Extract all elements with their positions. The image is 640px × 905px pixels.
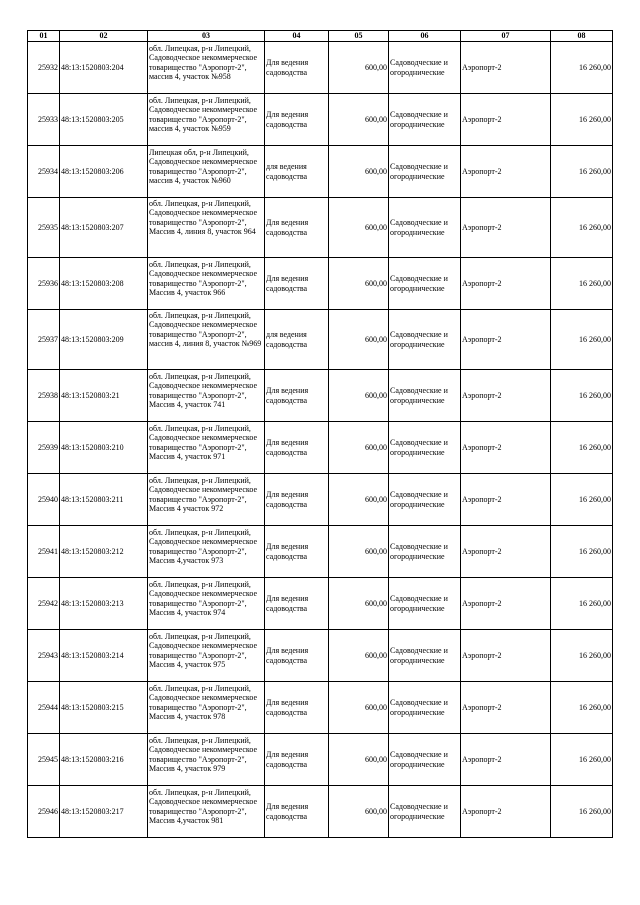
cell-cadastral-value: 16 260,00: [551, 734, 613, 786]
cell-land-category: Садоводческие и огороднические: [389, 526, 461, 578]
table-row: [28, 474, 613, 526]
col-header-06: 06: [389, 31, 461, 42]
registry-table: [27, 30, 613, 838]
cell-land-category: Садоводческие и огороднические: [389, 734, 461, 786]
cell-land-category: Садоводческие и огороднические: [389, 370, 461, 422]
cell-address: [148, 682, 265, 734]
cell-cadastral-number: 48:13:1520803:213: [60, 578, 148, 630]
cell-cadastral-number: 48:13:1520803:212: [60, 526, 148, 578]
cell-row-id: 25938: [28, 370, 60, 422]
cell-land-category: Садоводческие и огороднические: [389, 682, 461, 734]
cell-land-category: Садоводческие и огороднические: [389, 146, 461, 198]
cell-cadastral-number: 48:13:1520803:214: [60, 630, 148, 682]
address-text: Липецкая обл, р-н Липецкий, Садоводческое некоммерческое товарищество "Аэропорт-2", массив 4, участок №960: [149, 147, 258, 186]
cell-permitted-use: Для ведения садоводства: [265, 42, 329, 94]
address-text: обл. Липецкая, р-н Липецкий, Садоводческое некоммерческое товарищество "Аэропорт-2", Массив 4, участок 741: [149, 371, 258, 410]
cell-locality: Аэропорт-2: [461, 370, 551, 422]
cell-cadastral-value: 16 260,00: [551, 146, 613, 198]
cell-cadastral-value: 16 260,00: [551, 198, 613, 258]
cell-area: 600,00: [329, 310, 389, 370]
cell-cadastral-number: 48:13:1520803:208: [60, 258, 148, 310]
cell-land-category: Садоводческие и огороднические: [389, 474, 461, 526]
cell-address: [148, 258, 265, 310]
table-row: [28, 198, 613, 258]
cell-land-category: Садоводческие и огороднические: [389, 630, 461, 682]
table-body: [28, 42, 613, 838]
cell-row-id: 25942: [28, 578, 60, 630]
cell-cadastral-number: 48:13:1520803:216: [60, 734, 148, 786]
cell-locality: Аэропорт-2: [461, 734, 551, 786]
cell-area: 600,00: [329, 578, 389, 630]
table-row: [28, 258, 613, 310]
cell-address: [148, 94, 265, 146]
cell-area: 600,00: [329, 258, 389, 310]
cell-cadastral-value: 16 260,00: [551, 578, 613, 630]
cell-cadastral-value: 16 260,00: [551, 630, 613, 682]
cell-locality: Аэропорт-2: [461, 578, 551, 630]
cell-address: [148, 734, 265, 786]
cell-address: [148, 526, 265, 578]
cell-row-id: 25941: [28, 526, 60, 578]
cell-address: [148, 42, 265, 94]
cell-cadastral-number: 48:13:1520803:209: [60, 310, 148, 370]
cell-cadastral-value: 16 260,00: [551, 42, 613, 94]
cell-land-category: Садоводческие и огороднические: [389, 310, 461, 370]
cell-permitted-use: Для ведения садоводства: [265, 94, 329, 146]
cell-area: 600,00: [329, 422, 389, 474]
cell-cadastral-number: 48:13:1520803:215: [60, 682, 148, 734]
table-row: [28, 578, 613, 630]
cell-address: [148, 198, 265, 258]
cell-locality: Аэропорт-2: [461, 258, 551, 310]
col-header-07: 07: [461, 31, 551, 42]
address-text: обл. Липецкая, р-н Липецкий, Садоводческое некоммерческое товарищество "Аэропорт-2", Массив 4, участок 978: [149, 683, 258, 722]
cell-permitted-use: Для ведения садоводства: [265, 526, 329, 578]
address-text: обл. Липецкая, р-н Липецкий, Садоводческое некоммерческое товарищество "Аэропорт-2", массив 4, участок №958: [149, 43, 258, 82]
table-row: [28, 682, 613, 734]
table-row: [28, 94, 613, 146]
table-row: [28, 526, 613, 578]
cell-area: 600,00: [329, 734, 389, 786]
cell-cadastral-number: 48:13:1520803:204: [60, 42, 148, 94]
address-text: обл. Липецкая, р-н Липецкий, Садоводческое некоммерческое товарищество "Аэропорт-2", Массив 4, участок 975: [149, 631, 258, 670]
cell-locality: Аэропорт-2: [461, 682, 551, 734]
cell-permitted-use: для ведения садоводства: [265, 146, 329, 198]
cell-permitted-use: Для ведения садоводства: [265, 734, 329, 786]
cell-land-category: Садоводческие и огороднические: [389, 578, 461, 630]
cell-permitted-use: Для ведения садоводства: [265, 258, 329, 310]
cell-land-category: Садоводческие и огороднические: [389, 422, 461, 474]
cell-locality: Аэропорт-2: [461, 310, 551, 370]
cell-address: [148, 370, 265, 422]
cell-cadastral-value: 16 260,00: [551, 474, 613, 526]
cell-row-id: 25946: [28, 786, 60, 838]
cell-row-id: 25939: [28, 422, 60, 474]
cell-cadastral-number: 48:13:1520803:206: [60, 146, 148, 198]
cell-address: [148, 310, 265, 370]
address-text: обл. Липецкая, р-н Липецкий, Садоводческое некоммерческое товарищество "Аэропорт-2", массив 4, участок №959: [149, 95, 258, 134]
cell-cadastral-number: 48:13:1520803:217: [60, 786, 148, 838]
address-text: обл. Липецкая, р-н Липецкий, Садоводческое некоммерческое товарищество "Аэропорт-2", Массив 4, участок 979: [149, 735, 258, 774]
cell-locality: Аэропорт-2: [461, 422, 551, 474]
cell-address: [148, 630, 265, 682]
col-header-01: 01: [28, 31, 60, 42]
col-header-04: 04: [265, 31, 329, 42]
table-row: [28, 310, 613, 370]
table-header-row: [28, 31, 613, 42]
cell-area: 600,00: [329, 786, 389, 838]
cell-address: [148, 146, 265, 198]
cell-area: 600,00: [329, 370, 389, 422]
cell-locality: Аэропорт-2: [461, 786, 551, 838]
cell-land-category: Садоводческие и огороднические: [389, 786, 461, 838]
cell-cadastral-value: 16 260,00: [551, 258, 613, 310]
cell-cadastral-value: 16 260,00: [551, 786, 613, 838]
cell-locality: Аэропорт-2: [461, 198, 551, 258]
address-text: обл. Липецкая, р-н Липецкий, Садоводческое некоммерческое товарищество "Аэропорт-2", Массив 4, участок 974: [149, 579, 258, 618]
table-row: [28, 786, 613, 838]
col-header-03: 03: [148, 31, 265, 42]
cell-land-category: Садоводческие и огороднические: [389, 94, 461, 146]
cell-cadastral-value: 16 260,00: [551, 310, 613, 370]
address-text: обл. Липецкая, р-н Липецкий, Садоводческое некоммерческое товарищество "Аэропорт-2", массив 4, линия 8, участок №969: [149, 310, 262, 349]
cell-permitted-use: Для ведения садоводства: [265, 474, 329, 526]
cell-row-id: 25937: [28, 310, 60, 370]
cell-locality: Аэропорт-2: [461, 42, 551, 94]
cell-land-category: Садоводческие и огороднические: [389, 198, 461, 258]
cell-permitted-use: Для ведения садоводства: [265, 370, 329, 422]
address-text: обл. Липецкая, р-н Липецкий, Садоводческое некоммерческое товарищество "Аэропорт-2", Массив 4,участок 981: [149, 787, 258, 826]
table-row: [28, 42, 613, 94]
cell-address: [148, 422, 265, 474]
cell-cadastral-number: 48:13:1520803:205: [60, 94, 148, 146]
cell-locality: Аэропорт-2: [461, 630, 551, 682]
cell-permitted-use: Для ведения садоводства: [265, 786, 329, 838]
cell-permitted-use: Для ведения садоводства: [265, 682, 329, 734]
cell-permitted-use: Для ведения садоводства: [265, 198, 329, 258]
cell-row-id: 25940: [28, 474, 60, 526]
cell-address: [148, 578, 265, 630]
cell-cadastral-value: 16 260,00: [551, 526, 613, 578]
col-header-02: 02: [60, 31, 148, 42]
cell-area: 600,00: [329, 682, 389, 734]
col-header-08: 08: [551, 31, 613, 42]
cell-address: [148, 474, 265, 526]
cell-row-id: 25943: [28, 630, 60, 682]
cell-cadastral-number: 48:13:1520803:207: [60, 198, 148, 258]
table-row: [28, 146, 613, 198]
table-row: [28, 370, 613, 422]
cell-cadastral-number: 48:13:1520803:210: [60, 422, 148, 474]
cell-area: 600,00: [329, 94, 389, 146]
cell-cadastral-value: 16 260,00: [551, 422, 613, 474]
cell-cadastral-value: 16 260,00: [551, 682, 613, 734]
address-text: обл. Липецкая, р-н Липецкий, Садоводческое некоммерческое товарищество "Аэропорт-2", Массив 4,участок 973: [149, 527, 258, 566]
cell-row-id: 25936: [28, 258, 60, 310]
address-text: обл. Липецкая, р-н Липецкий, Садоводческое некоммерческое товарищество "Аэропорт-2", Массив 4, участок 966: [149, 259, 258, 298]
cell-cadastral-value: 16 260,00: [551, 370, 613, 422]
cell-area: 600,00: [329, 474, 389, 526]
cell-permitted-use: Для ведения садоводства: [265, 422, 329, 474]
cell-row-id: 25944: [28, 682, 60, 734]
cell-row-id: 25934: [28, 146, 60, 198]
cell-area: 600,00: [329, 42, 389, 94]
cell-row-id: 25945: [28, 734, 60, 786]
cell-row-id: 25935: [28, 198, 60, 258]
cell-locality: Аэропорт-2: [461, 526, 551, 578]
table-row: [28, 734, 613, 786]
table-row: [28, 630, 613, 682]
cell-permitted-use: Для ведения садоводства: [265, 630, 329, 682]
cell-area: 600,00: [329, 630, 389, 682]
cell-land-category: Садоводческие и огороднические: [389, 42, 461, 94]
cell-row-id: 25932: [28, 42, 60, 94]
cell-area: 600,00: [329, 526, 389, 578]
col-header-05: 05: [329, 31, 389, 42]
cell-land-category: Садоводческие и огороднические: [389, 258, 461, 310]
cell-permitted-use: Для ведения садоводства: [265, 578, 329, 630]
address-text: обл. Липецкая, р-н Липецкий, Садоводческое некоммерческое товарищество "Аэропорт-2", Массив 4, линия 8, участок 964: [149, 198, 258, 237]
cell-address: [148, 786, 265, 838]
cell-permitted-use: для ведения садоводства: [265, 310, 329, 370]
cell-cadastral-number: 48:13:1520803:21: [60, 370, 148, 422]
cell-cadastral-value: 16 260,00: [551, 94, 613, 146]
address-text: обл. Липецкая, р-н Липецкий, Садоводческое некоммерческое товарищество "Аэропорт-2", Массив 4, участок 971: [149, 423, 258, 462]
address-text: обл. Липецкая, р-н Липецкий, Садоводческое некоммерческое товарищество "Аэропорт-2", Массив 4 участок 972: [149, 475, 258, 514]
cell-area: 600,00: [329, 146, 389, 198]
cell-locality: Аэропорт-2: [461, 146, 551, 198]
cell-locality: Аэропорт-2: [461, 474, 551, 526]
cell-locality: Аэропорт-2: [461, 94, 551, 146]
table-row: [28, 422, 613, 474]
cell-area: 600,00: [329, 198, 389, 258]
cell-row-id: 25933: [28, 94, 60, 146]
cell-cadastral-number: 48:13:1520803:211: [60, 474, 148, 526]
